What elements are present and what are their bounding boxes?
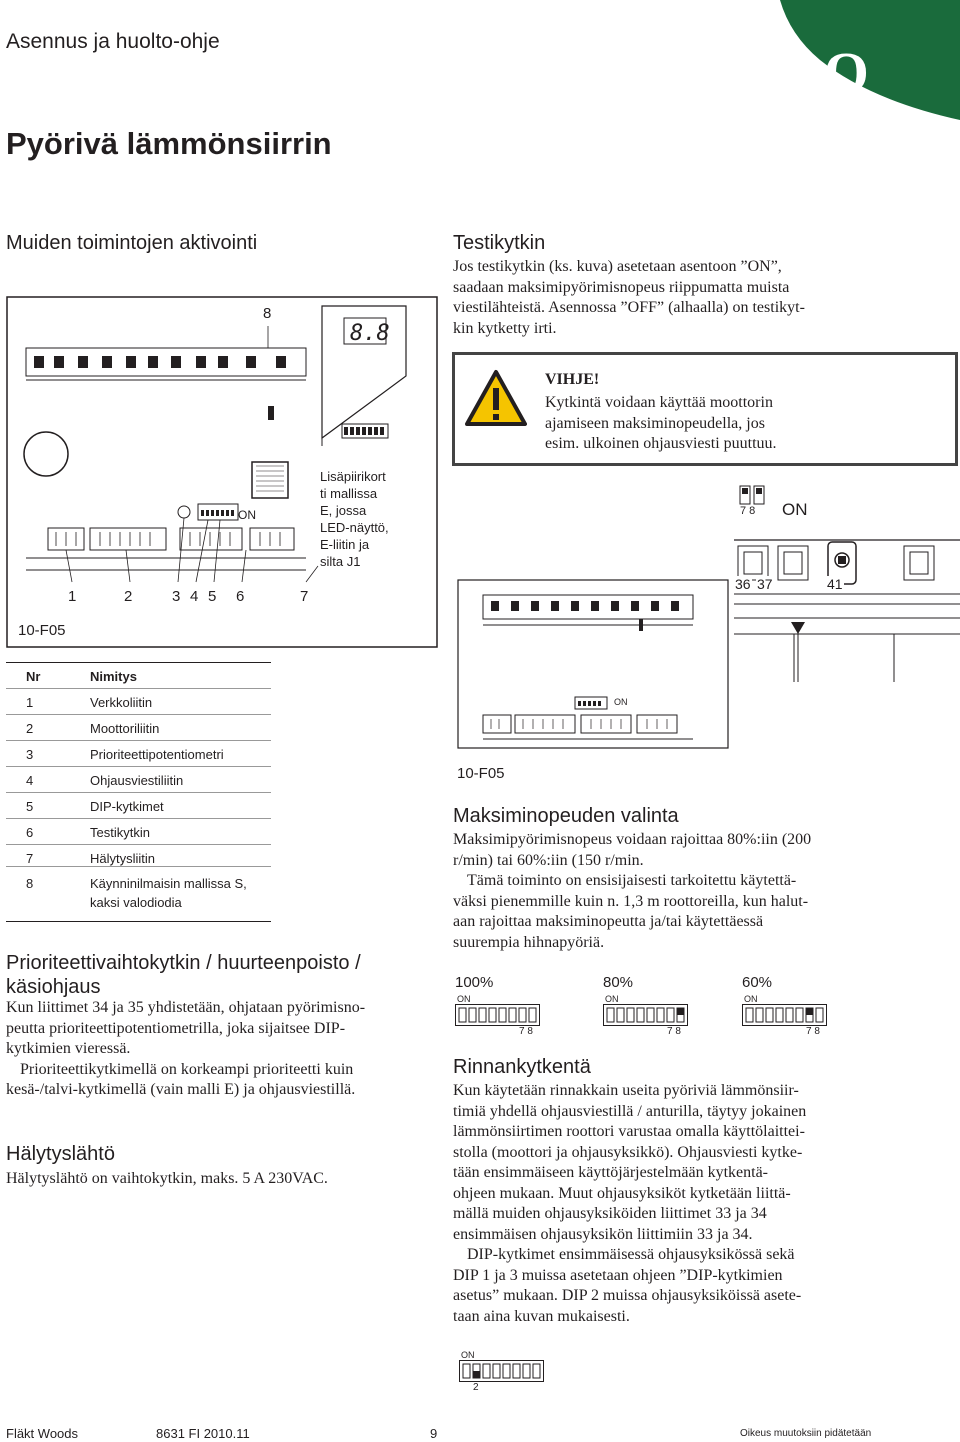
detail-dip-numbers: 7 8: [740, 505, 756, 517]
section-title-max-speed: Maksiminopeuden valinta: [453, 805, 679, 827]
document-header-title: Asennus ja huolto-ohje: [6, 30, 220, 53]
detail-on-label: ON: [782, 500, 808, 519]
table-row: 2 Moottoriliitin: [6, 714, 271, 741]
table-header-nr: Nr: [26, 669, 41, 684]
footer-page-number: 9: [430, 1426, 438, 1441]
parallel-text: Kun käytetään rinnakkain useita pyöriviä lämmönsiir- timiä yhdellä ohjausviestillä / anturilla, täytyy jokainen lämmönsiirtimen roottori varustaa omalla käyttölaittei- stolla (moottori ja ohjausyksikkö). Ohjausviesti kytke- tään ensimmäiseen käyttöjärjestelmään kytkentä- ohjeen mukaan. Muut ohjausyksiköt kytketään liittä- mällä muiden ohjausyksiköiden liittimet 33 ja 34 ensimmäisen ohjausyksikön liittimiin 33 ja 34. DIP-kytkimet ensimmäisessä ohjausyksikössä sekä DIP 1 ja 3 muissa asetetaan ohjeen ”DIP-kytkimien asetus” mukaan. DIP 2 muissa ohjausyksiköissä asete- taan aina kuvan mukaisesti.: [453, 1082, 807, 1325]
terminal-36: 36: [735, 576, 751, 592]
test-switch-text: Jos testikytkin (ks. kuva) asetetaan asentoon ”ON”, saadaan maksimipyörimisnopeus riippumatta muista viestilähteistä. Asennossa ”OFF” (alhaalla) on testikyt- kin kytketty irti.: [453, 258, 805, 337]
footer-doc-number: 8631 FI 2010.11: [156, 1426, 250, 1441]
dip-switch-60: ON 7 8: [742, 994, 827, 1038]
section-title-test-switch: Testikytkin: [453, 232, 546, 254]
svg-text:8.8: 8.8: [350, 321, 390, 346]
alarm-text: Hälytyslähtö on vaihtokytkin, maks. 5 A 230VAC.: [6, 1170, 328, 1187]
option-80-label: 80%: [603, 974, 634, 991]
callout-4: 4: [190, 588, 199, 605]
page-title: Pyörivä lämmönsiirrin: [6, 126, 332, 161]
board-model-label: 10-F05: [457, 765, 505, 782]
board-on-label: ON: [614, 697, 628, 707]
table-header-name: Nimitys: [90, 669, 137, 684]
terminal-37: 37: [757, 576, 773, 592]
max-speed-text: Maksimipyörimisnopeus voidaan rajoittaa 80%:iin (200 r/min) tai 60%:iin (150 r/min. Tämä toiminto on ensisijaisesti tarkoitettu käytettä- väksi pienemmille kuin n. 1,3 m roottoreilla, kun halut- aan rajoittaa maksiminopeutta ja/tai käytettäessä suurempia hihnapyöriä.: [453, 831, 812, 951]
board-diagram-right: [457, 579, 729, 749]
warning-box: [452, 352, 958, 466]
table-row: 5 DIP-kytkimet: [6, 792, 271, 819]
warning-text: Kytkintä voidaan käyttää moottorin ajamiseen maksiminopeudella, jos esim. ulkoinen ohjausviesti puuttuu.: [545, 394, 777, 452]
callout-2: 2: [124, 588, 133, 605]
option-100-label: 100%: [455, 974, 494, 991]
callout-5: 5: [208, 588, 217, 605]
dip-switch-parallel: ON 2: [459, 1350, 544, 1394]
terminal-41: 41: [827, 576, 843, 592]
section-title-parallel: Rinnankytkentä: [453, 1056, 591, 1078]
section-title-alarm: Hälytyslähtö: [6, 1143, 115, 1165]
table-row: 8 Käynninilmaisin mallissa S, kaksi valodiodia: [6, 866, 271, 919]
table-row: 3 Prioriteettipotentiometri: [6, 740, 271, 767]
footer-rights: Oikeus muutoksiin pidätetään: [740, 1428, 872, 1439]
addon-card-note: Lisäpiirikort ti mallissa E, jossa LED-näyttö, E-liitin ja silta J1: [320, 469, 389, 569]
footer-company: Fläkt Woods: [6, 1426, 79, 1441]
section-title-activation: Muiden toimintojen aktivointi: [6, 232, 258, 254]
callout-3: 3: [172, 588, 181, 605]
callout-7: 7: [300, 588, 309, 605]
callout-6: 6: [236, 588, 245, 605]
dip-switch-80: ON 7 8: [603, 994, 688, 1038]
option-60-label: 60%: [742, 974, 773, 991]
section-title-priority: Prioriteettivaihtokytkin / huurteenpoisto / käsiohjaus: [6, 952, 361, 998]
svg-text:eQ: eQ: [798, 40, 869, 105]
table-header: [6, 662, 271, 689]
eq-logo: [760, 0, 960, 120]
table-row: 4 Ohjausviestiliitin: [6, 766, 271, 793]
table-row: 6 Testikytkin: [6, 818, 271, 845]
callout-1: 1: [68, 588, 77, 605]
table-row: 7 Hälytysliitin: [26, 851, 156, 866]
warning-title: VIHJE!: [545, 371, 600, 388]
table-row: 1 Verkkoliitin: [6, 688, 271, 715]
diagram-callout-8: 8: [263, 305, 272, 322]
diagram-model-label: 10-F05: [18, 622, 66, 639]
warning-icon: [465, 369, 527, 427]
dip-switch-100: ON 7 8: [455, 994, 540, 1038]
priority-text: Kun liittimet 34 ja 35 yhdistetään, ohjataan pyörimisno- peutta prioriteettipotentiometrilla, joka sijaitsee DIP- kytkimien vieressä. Prioriteettikytkimellä on korkeampi prioriteetti kuin kesä-/talvi-kytkimellä (vain malli E) ja ohjausviestillä.: [6, 999, 366, 1098]
diagram-on-label: ON: [238, 508, 256, 522]
